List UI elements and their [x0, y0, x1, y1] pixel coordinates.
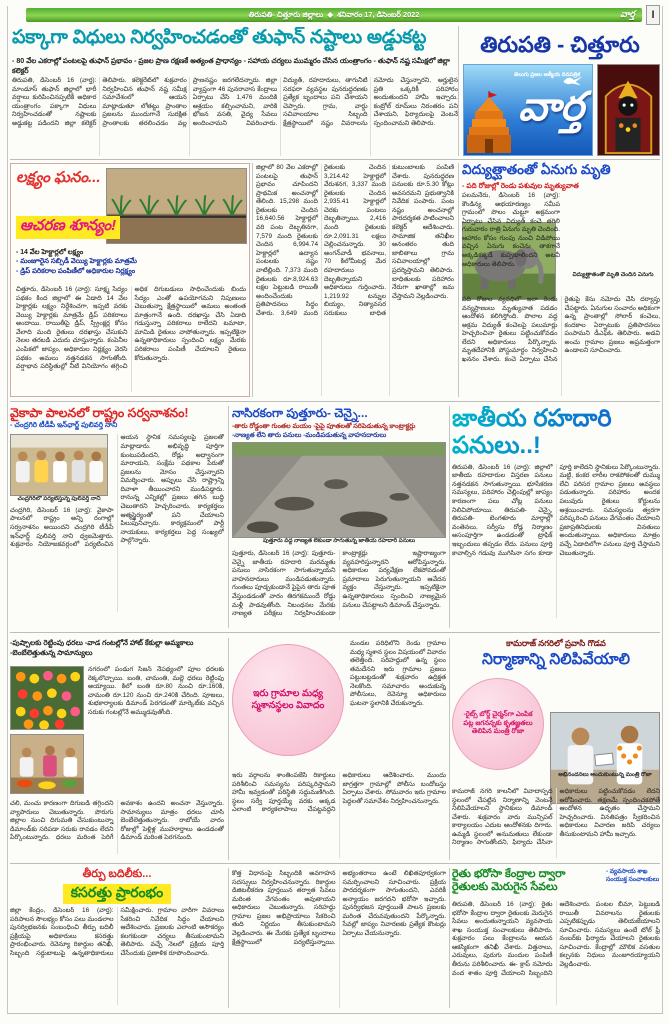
- lead-headline: పక్కాగా విధులు నిర్వహించడంతో తుఫాన్ నష్టాలు అడ్డుకట్ట: [12, 27, 427, 48]
- feature-bullet: - మంజూరైన సబ్సిడీ వెయ్యి హెక్టార్లకు మాత్రమే: [16, 258, 137, 266]
- road-headline: నాసిరకంగా పుత్తూరు- చెన్నై...: [232, 406, 368, 420]
- highway-headline-line1: జాతీయ రహదారి: [452, 405, 612, 432]
- elephant-caption: విద్యుత్ఘాతంతో మృతి చెందిన ఏనుగు: [572, 272, 654, 278]
- midcol-body: కొత్త విధానంపై సిబ్బందికి అవగాహన సదస్సులు నిర్వహించనున్నారు. రికార్డుల డిజిటలీకరణ పూర్తయిన తర్వాత సేవలు మరింత వేగవంతం అవుతాయని అధికారులు చెబుతున్నారు. సరిహద్దు గ్రామాల ప్రజల అభిప్రాయాలు సేకరించి తుది నిర్ణయం తీసుకుంటామని వెల్లడించారు. ఈ మేరకు ప్రత్యేక బృందాలు క్షేత్రస్థాయిలో పర్యటిస్తున్నాయి. అభ్యంతరాలు ఉంటే లిఖితపూర్వకంగా సమర్పించాలని సూచించారు. ప్రక్రియ పారదర్శకంగా సాగుతుందని, ఎవరికీ అన్యాయం జరగదని భరోసా ఇచ్చారు. పునర్విభజన పూర్తయితే పాలన ప్రజలకు మరింత చేరువవుతుందని పేర్కొన్నారు. సేవల్లో జాప్యం నివారణకు ప్రత్యేక కౌంటర్లు ఏర్పాటు చేయనున్నారు.: [232, 870, 446, 946]
- highway-headline: [452, 406, 660, 460]
- vykapa-caption: చంద్రగిరిలో పర్యటిస్తున్న పులివర్తి నాని: [17, 496, 101, 503]
- masthead-logo-box: [463, 64, 593, 156]
- cemetery-circle-text: ఇరు గ్రామాల మధ్య స్మశానస్థలం వివాదం: [251, 688, 325, 711]
- column-rule: [449, 406, 450, 628]
- kamaraj-article: [452, 638, 660, 860]
- kamaraj-caption: అభినందనలు అందుకుంటున్న మంత్రి రోజా: [558, 772, 652, 778]
- cemetery-body: ఇరు వర్గాలను శాంతింపజేసి రికార్డులు పరిశీలించి సమస్యను పరిష్కరిస్తామని హామీ ఇవ్వడంతో పరిస్థితి సద్దుమణిగింది. స్థలం సర్వే పూర్తయ్యే వరకు అక్కడ ఎలాంటి కార్యకలాపాలు చేపట్టవద్దని అధికారులు ఆదేశించారు. ముందు జాగ్రత్తగా గ్రామాల్లో పోలీసు బందోబస్తు ఏర్పాటు చేశారు. సోమవారం ఇరు గ్రామాల పెద్దలతో సమావేశం నిర్వహించనున్నారు.: [232, 772, 446, 814]
- masthead-logo: వార్త: [518, 85, 584, 129]
- masthead-tagline: తెలుగు ప్రజల ఆత్మీయ దినపత్రిక: [514, 72, 581, 78]
- topbar-brand-label: వార్త: [620, 9, 635, 19]
- rythu-headline: రైతు భరోసా కేంద్రాల ద్వారా రైతులకు మెరుగైన సేవలు: [452, 868, 566, 894]
- transfer-headline: తీర్పు బదిలీకు...: [82, 868, 152, 880]
- crowd-photo: [10, 434, 108, 496]
- lead-body: తిరుపతి, డిసెంబర్ 16 (వార్త): మాండూస్ తుఫాన్ జిల్లాలో భారీ వర్షాలు కురిపించినప్పటికీ అధికార యంత్రాంగం పక్కాగా విధులు నిర్వహించడంతో నష్టాలకు అడ్డుకట్ట పడిందని జిల్లా కలెక్టర్ తెలిపారు. కలెక్టరేట్‌లో శుక్రవారం నిర్వహించిన తుఫాన్ నష్ట సమీక్ష సమావేశంలో ఆయన మాట్లాడుతూ లోతట్టు ప్రాంతాల ప్రజలను ముందుగానే సురక్షిత ప్రాంతాలకు తరలించడం వల్ల ప్రాణనష్టం జరగలేదన్నారు. జిల్లా వ్యాప్తంగా 46 పునరావాస కేంద్రాలు ఏర్పాటు చేసి 1,476 మందికి ఆశ్రయం కల్పించామని, వారికి భోజన వసతి, వైద్య సేవలు అందించామని వివరించారు. విద్యుత్, రహదారులు, తాగునీటి సరఫరా వ్యవస్థల పునరుద్ధరణకు ప్రత్యేక బృందాలు పని చేశాయని చెప్పారు. గ్రామ, వార్డు సచివాలయాల సిబ్బంది క్షేత్రస్థాయిలో నష్టం వివరాలను నమోదు చేస్తున్నారని, అర్హులైన ప్రతి ఒక్కరికీ పరిహారం అందుతుందని హామీ ఇచ్చారు. కంట్రోల్ రూమ్‌లు నిరంతరం పని చేశాయని, ఫిర్యాదులపై వెంటనే స్పందించామని తెలిపారు.: [12, 77, 458, 127]
- roja-circle-text: -రైట్స్ బోర్డ్ చైర్మన్‌గా ఎంపిక పట్ల జగనన్నకు కృతజ్ఞతలు తెలిపిన మంత్రి రోజా: [463, 711, 533, 736]
- market-photo-column: [10, 666, 84, 796]
- vykapa-article: [10, 406, 224, 628]
- elephant-body: పది రోజుల వ్యవధిలో ఇలా రెండు వన్యప్రాణులు మృత్యువాత పడడం ఆందోళన కలిగిస్తోంది. పొలాల వద్ద అక్రమ విద్యుత్ కంచెలపై పలుమార్లు హెచ్చరించినా రైతులు పట్టించుకోవడం లేదని అధికారులు పేర్కొన్నారు. మృతదేహానికి పోస్టుమార్టం నిర్వహించి ఖననం చేశారు. కంచె ఏర్పాటు చేసిన రైతుపై కేసు నమోదు చేసి దర్యాప్తు చేపట్టారు. ఏనుగుల సంచారం అధికంగా ఉన్న ప్రాంతాల్లో సోలార్ కంచెలు, కందకాల ఏర్పాటుకు ప్రతిపాదనలు పంపామని డీఎఫ్ఓ తెలిపారు. అడవి అంచు గ్రామాల ప్రజలు అప్రమత్తంగా ఉండాలని సూచించారు.: [462, 296, 660, 364]
- rythu-body: తిరుపతి, డిసెంబర్ 16 (వార్త): రైతు భరోసా కేంద్రాల ద్వారా రైతులకు మెరుగైన సేవలు అందుతున్నాయని వ్యవసాయ శాఖ సంయుక్త సంచాలకులు తెలిపారు. శుక్రవారం పలు కేంద్రాలను ఆయన ఆకస్మికంగా తనిఖీ చేశారు. విత్తనాలు, ఎరువులు, పురుగు మందుల పంపిణీ తీరును పరిశీలించారు. ఈ- క్రాప్ నమోదు వంద శాతం పూర్తి చేయాలని సిబ్బందిని ఆదేశించారు. పంటల బీమా, పెట్టుబడి రాయితీ వివరాలను రైతులకు ఎప్పటికప్పుడు తెలియజేయాలని సూచించారు. సమస్యలు ఉంటే టోల్ ఫ్రీ నంబర్‌కు ఫిర్యాదు చేయాలని రైతులకు సూచించారు. కేంద్రాల్లో మౌలిక వసతుల కల్పనకు నిధులు మంజూరయ్యాయని వెల్లడించారు.: [452, 901, 660, 977]
- transfer-body: జిల్లా కేంద్రం, డిసెంబర్ 16 (వార్త): పరిపాలన సౌలభ్యం కోసం పలు మండలాల పునర్విభజనకు సంబంధించి తీర్పు బదిలీ ప్రక్రియపై అధికారులు కసరత్తు ప్రారంభించారు. రెవెన్యూ రికార్డుల తనిఖీ, సిబ్బంది సర్దుబాటుపై ఉన్నతాధికారులు సమీక్షించారు. గ్రామాల వారీగా వివరాలు సేకరించి నివేదిక సిద్ధం చేయాలని ఆదేశించారు. ప్రజలకు ఎలాంటి అసౌకర్యం కలగకుండా చర్యలు తీసుకుంటామని తెలిపారు. వచ్చే నెలలో ప్రక్రియ పూర్తి చేసేందుకు ప్రణాళిక రూపొందించారు.: [10, 907, 224, 957]
- feature-title-secondary-wrap: [16, 216, 196, 239]
- kamaraj-headline: నిర్మాణాన్ని నిలిపివేయాలి: [482, 651, 630, 668]
- road-bullet: -తారు రోడ్డంతా గుంతల మయం -పైపై పూతలతో సరిపెడుతున్న కాంట్రాక్టర్లు: [232, 423, 416, 430]
- feature-bullet: - డ్రిప్ పరికరాల పంపిణీలో అధికారుల నిర్లక్ష్యం: [16, 267, 136, 275]
- road-article: [232, 406, 446, 628]
- column-rule: [252, 163, 253, 397]
- elephant-subhead: - పది రోజుల్లో రెండు పశువుల మృత్యువాత: [462, 181, 579, 190]
- column-rule: [228, 406, 229, 628]
- transfer-article: [10, 868, 224, 1008]
- cemetery-circle-headline: [232, 644, 344, 756]
- bottom-edge-rule: [7, 1013, 663, 1014]
- road-photo: [232, 442, 446, 538]
- road-caption: పుత్తూరు వద్ద నాణ్యత లేకుండా సాగుతున్న జాతీయ రహదారి పనులు: [263, 538, 415, 545]
- lead-kicker: - 80 వేల ఎకరాల్లో పంటలపై తుఫాన్ ప్రభావం - ప్రజల ప్రాణ రక్షణకే అత్యంత ప్రాధాన్యం - సహాయ చర్యలు ముమ్మరం చేసిన యంత్రాంగం - తుఫాన్ నష్ట సమీక్షలో జిల్లా కలెక్టర్: [12, 57, 450, 75]
- lead-body-continued: జిల్లాలో 80 వేల ఎకరాల్లో పంటలపై తుఫాన్ ప్రభావం చూపిందని ప్రాథమిక అంచనాల్లో తేలింది. 15,298 మంది రైతులకు చెందిన 16,640.56 హెక్టార్లలో వరి పంట దెబ్బతినగా, 7,579 మంది రైతులకు చెందిన 6,994.74 హెక్టార్లలో ఉద్యాన పంటలకు నష్టం వాటిల్లింది. 7,373 మంది రైతులకు రూ.8,924.63 లక్షల పెట్టుబడి రాయితీ అందించేందుకు ప్రతిపాదనలు సిద్ధం చేశారు. 3,649 మంది రైతులకు చెందిన 3,214.42 హెక్టార్లలో వేరుశనగ, 3,337 మంది రైతులకు చెందిన 2,935.41 హెక్టార్లలో చెరకు పంటలు దెబ్బతిన్నాయి. 2,416 మంది రైతులకు రూ.2,091.31 లక్షలు చెల్లించనున్నారు. 30 అంగన్‌వాడీ భవనాలు, 70 కిలోమీటర్ల మేర రహదారులు దెబ్బతిన్నాయని అధికారులు గుర్తించారు. 1,219.92 టన్నుల బియ్యం, నిత్యావసర సరుకులు బాధిత కుటుంబాలకు పంపిణీ చేశారు. పునరుద్ధరణ పనులకు రూ.5.30 కోట్లు అవసరమని ప్రభుత్వానికి నివేదిక పంపారు. పంట నష్టం అంచనాల్లో పారదర్శకత పాటించాలని కలెక్టర్ ఆదేశించారు. సామాజిక తనిఖీల అనంతరం తుది జాబితాలు గ్రామ సచివాలయాల్లో ప్రదర్శిస్తామని తెలిపారు. బాధితులకు పరిహారం నేరుగా ఖాతాల్లో జమ చేస్తామని వెల్లడించారు.: [256, 164, 454, 317]
- road-bullet: -నాణ్యత లేని తారు పనులు -మండిపడుతున్న వాహనదారులు: [232, 431, 387, 439]
- market-body-lede: నగరంలో పండుగ సీజన్ నేపథ్యంలో పూల ధరలకు రెక్కలొచ్చాయి. బంతి, చామంతి, మల్లె ధరలు రెట్టింపు అయ్యాయి. కిలో బంతి రూ.80 నుంచి రూ.160కి, చామంతి రూ.120 నుంచి రూ.240కి చేరింది. పూజలు, శుభకార్యాలకు డిమాండ్ పెరగడంతో మార్కెట్‌కు వచ్చిన సరుకు గంటల్లోనే అమ్ముడవుతోంది.: [88, 666, 224, 716]
- temple-icon: [467, 91, 511, 153]
- vykapa-headline: వైకాపా పాలనలో రాష్ట్రం సర్వనాశనం!: [10, 406, 189, 420]
- road-body: పుత్తూరు, డిసెంబర్ 16 (వార్త): పుత్తూరు- చెన్నై జాతీయ రహదారి మరమ్మతు పనులు నాసిరకంగా సాగుతున్నాయని వాహనదారులు మండిపడుతున్నారు. గుంతలు పూడ్చకుండానే పైపైన తారు పూత వేస్తుండడంతో వారం తిరగకముందే రోడ్డు మళ్లీ పాడవుతోంది. నిబంధనల మేరకు నాణ్యత పరీక్షలు నిర్వహించకుండా కాంట్రాక్టర్లు ఇష్టారాజ్యంగా వ్యవహరిస్తున్నారని ఆరోపిస్తున్నారు. అధికారుల పర్యవేక్షణ లేకపోవడంతో ప్రమాదాలు పెరుగుతున్నాయని ఆవేదన వ్యక్తం చేస్తున్నారు. ఇప్పటికైనా ఉన్నతాధికారులు స్పందించి నాణ్యమైన పనులు చేపట్టాలని డిమాండ్ చేస్తున్నారు.: [232, 550, 446, 618]
- left-edge-rule: [7, 6, 8, 1014]
- kamaraj-kicker: కామరాజ్ నగరిలో ప్రవాసి గొడవ: [506, 638, 606, 648]
- column-rule: [458, 163, 459, 397]
- deity-photo: [597, 64, 660, 156]
- highway-article: [452, 406, 660, 628]
- divider: [10, 863, 660, 864]
- rythu-subhead: - వ్యవసాయ శాఖ సంయుక్త సంచాలకులు: [606, 868, 660, 883]
- date-label: శనివారం 17, డిసెంబర్ 2022: [337, 9, 420, 19]
- flower-photo: [10, 666, 84, 730]
- divider: [10, 159, 660, 160]
- feature-bullet: - 14 వేల హెక్టార్లలో లక్ష్యం: [16, 249, 84, 256]
- column-rule: [228, 638, 229, 860]
- feature-body: చిత్తూరు, డిసెంబర్ 16 (వార్త): సూక్ష్మ సేద్యం పథకం కింద జిల్లాలో ఈ ఏడాది 14 వేల హెక్టార్లకు లక్ష్యం నిర్దేశించగా, ఇప్పటి వరకు వెయ్యి హెక్టార్లకు మాత్రమే డ్రిప్ పరికరాలు అందాయి. రాయితీపై డ్రిప్, స్ప్రింక్లర్ల కోసం వేలాది మంది రైతులు దరఖాస్తు చేసుకుని నెలల తరబడి ఎదురు చూస్తున్నారు. కంపెనీల ఎంపికలో జాప్యం, అధికారుల నిర్లక్ష్యం వెరసి పథకం అమలు నత్తనడకన సాగుతోంది. వర్షాభావ పరిస్థితుల్లో నీటి వినియోగం తగ్గించి అధిక దిగుబడులు సాధించేందుకు బిందు సేద్యం ఎంతో ఉపయోగమని నిపుణులు చెబుతున్నా క్షేత్రస్థాయిలో అమలు అంతంత మాత్రంగానే ఉంది. దరఖాస్తు చేసి ఏడాది గడుస్తున్నా పరికరాలు రాలేదని టమాటా, మామిడి రైతులు వాపోతున్నారు. ఇప్పటికైనా ఉన్నతాధికారులు స్పందించి లక్ష్యం మేరకు పరికరాలు పంపిణీ చేయాలని రైతులు కోరుతున్నారు.: [16, 286, 246, 371]
- highway-headline-line2: పనులు..!: [452, 431, 541, 459]
- divider: [10, 401, 660, 402]
- top-date-bar: [26, 8, 642, 22]
- crowd-photo-wrap: [10, 434, 108, 503]
- page-number: I: [646, 5, 660, 25]
- right-edge-rule: [662, 6, 663, 1014]
- column-rule: [449, 868, 450, 1008]
- elephant-body-lede: పలమనేరు, డిసెంబర్ 16 (వార్త): కౌండిన్య అభయారణ్యం సమీప గ్రామంలో పొలం చుట్టూ అక్రమంగా ఏర్పాటు చేసిన విద్యుత్ కంచె తగిలి గురువారం రాత్రి ఏనుగు మృతి చెందింది. ఆహారం కోసం గుంపు నుంచి విడిపోయి వచ్చిన ఏనుగు కంచెను తాకగానే అక్కడికక్కడే కుప్పకూలిందని అటవీ అధికారులు తెలిపారు.: [462, 192, 560, 268]
- market-body: చలి, మంచు కారణంగా దిగుబడి తగ్గిందని వ్యాపారులు చెబుతున్నారు. పొరుగు జిల్లాల నుంచి దిగుమతి చేసుకుంటున్నా డిమాండ్‌కు సరిపడా సరుకు రావడం లేదని పేర్కొంటున్నారు. ధరలు మరింత పెరిగే అవకాశం ఉందని అంచనా వేస్తున్నారు. సామాన్యులు మాత్రం ధరలు చూసి బెంబేలెత్తుతున్నారు. రాబోయే వారం రోజుల్లో పెళ్లిళ్ల ముహూర్తాలు ఉండడంతో డిమాండ్ మరింత పెరగనుంది.: [10, 800, 224, 842]
- rythu-article: [452, 868, 660, 1008]
- highway-body: తిరుపతి, డిసెంబర్ 16 (వార్త): జిల్లాలో జాతీయ రహదారుల విస్తరణ పనులు నత్తనడకన సాగుతున్నాయి. భూసేకరణ సమస్యలు, పరిహారం చెల్లింపుల్లో జాప్యం కారణంగా పలు చోట్ల పనులు నిలిచిపోయాయి. తిరుపతి- చెన్నై, తిరుపతి- బెంగళూరు మార్గాల్లో వంతెనలు, సర్వీసు రోడ్ల నిర్మాణం అసంపూర్తిగా ఉండడంతో ట్రాఫిక్ ఇబ్బందులు తప్పడం లేదు. పనులు పూర్తి కావాల్సిన గడువు ముగిసినా సగం కూడా పూర్తి కాలేదని స్థానికులు పేర్కొంటున్నారు. మట్టి, కంకర లారీల రాకపోకలతో దుమ్ము లేచి పరిసర గ్రామాల ప్రజలు అవస్థలు పడుతున్నారు. పరిహారం అందక పలువురు రైతులు కోర్టులను ఆశ్రయించారు. సమస్యలను త్వరగా పరిష్కరించి పనులు వేగవంతం చేయాలని ప్రజాప్రతినిధులకు వినతులు అందుతున్నాయి. అధికారులు మాత్రం వచ్చే ఏడాదిలోగా పనులు పూర్తి చేస్తామని చెబుతున్నారు.: [452, 463, 660, 557]
- vykapa-body-wrap: [10, 434, 224, 612]
- column-rule: [449, 638, 450, 860]
- vykapa-subhead: - చంద్రగిరి టీడీపీ ఇన్‌ఛార్జ్ పులివర్తి నాని: [10, 420, 118, 430]
- divider: [10, 632, 660, 633]
- cemetery-body-lede: మండల పరిధిలోని రెండు గ్రామాల మధ్య స్మశాన స్థలం విషయంలో వివాదం తలెత్తింది. సరిహద్దులో ఉన్న స్థలం తమదేనని ఇరు గ్రామాల ప్రజలు పట్టుబట్టడంతో శుక్రవారం ఉద్రిక్తత నెలకొంది. సమాచారం అందుకున్న పోలీసులు, రెవెన్యూ అధికారులు ఘటనా స్థలానికి చేరుకున్నారు.: [350, 640, 446, 708]
- feature-article: [10, 163, 250, 397]
- masthead-region: తిరుపతి - చిత్తూరు: [480, 32, 640, 57]
- roja-circle: [452, 678, 544, 770]
- column-rule: [458, 26, 459, 156]
- elephant-article: [462, 162, 660, 396]
- vykapa-body: చంద్రగిరి, డిసెంబర్ 16 (వార్త): వైకాపా పాలనలో రాష్ట్రం అన్ని రంగాల్లో సర్వనాశనం అయిందని చంద్రగిరి టీడీపీ ఇన్‌ఛార్జ్ పులివర్తి నాని ధ్వజమెత్తారు. శుక్రవారం నియోజకవర్గంలో పర్యటించిన ఆయన స్థానిక సమస్యలపై ప్రజలతో మాట్లాడారు. అభివృద్ధి పూర్తిగా కుంటుపడిందని, రోడ్లు అధ్వానంగా మారాయని, సంక్షేమ పథకాల పేరుతో ప్రజలను మోసం చేస్తున్నారని విమర్శించారు. అప్పులు చేసి రాష్ట్రాన్ని దివాళా తీయించారని మండిపడ్డారు. రానున్న ఎన్నికల్లో ప్రజలు తగిన బుద్ధి చెబుతారని హెచ్చరించారు. కార్యకర్తలు ఆత్మస్థైర్యంతో పని చేయాలని పిలుపునిచ్చారు. కార్యక్రమంలో పార్టీ నాయకులు, కార్యకర్తలు పెద్ద సంఖ్యలో పాల్గొన్నారు.: [10, 434, 224, 549]
- feature-title-primary: లక్ష్యం ఘనం...: [16, 169, 101, 186]
- market-headline: -పుష్పాలకు రెట్టింపు ధరలు -వాడ గంటల్లోనే హాట్ కేకుల్లా అమ్మకాలు -బెంబేలెత్తుతున్న సామాన్యులు: [10, 638, 194, 657]
- kamaraj-body: కామరాజ్ నగరి కాలనీలో వివాదాస్పద స్థలంలో చేపట్టిన నిర్మాణాన్ని వెంటనే నిలిపివేయాలని స్థానికులు డిమాండ్ చేశారు. శుక్రవారం వారు మున్సిపల్ కార్యాలయం ఎదుట ఆందోళనకు దిగారు. ఉమ్మడి స్థలంలో అనుమతులు లేకుండా నిర్మాణం సాగుతోందని, ఫిర్యాదు చేసినా అధికారులు పట్టించుకోవడం లేదని ఆరోపించారు. తక్షణమే స్పందించకపోతే ఆందోళన ఉధృతం చేస్తామని హెచ్చరించారు. వినతిపత్రం స్వీకరించిన అధికారులు విచారణ జరిపి చర్యలు తీసుకుంటామని హామీ ఇచ్చారు.: [452, 788, 660, 847]
- edition-label: తిరుపతి- చిత్తూరు జిల్లాలు: [248, 9, 324, 19]
- feature-title-secondary: ఆచరణ శూన్యం!: [16, 216, 120, 239]
- feature-bullets: [16, 248, 246, 282]
- market-article: [10, 638, 224, 860]
- column-rule: [228, 868, 229, 1008]
- lead-article-headline-wrap: [12, 27, 458, 55]
- market-photo: [10, 734, 84, 794]
- edition-and-date: తిరుపతి- చిత్తూరు జిల్లాలు ◆ శనివారం 17, డిసెంబర్ 2022: [248, 9, 420, 19]
- transfer-subheadline: కసరత్తు ప్రారంభం: [63, 884, 172, 904]
- elephant-headline: విద్యుత్ఘాతంతో ఏనుగు మృతి: [462, 162, 611, 177]
- cemetery-article: [232, 638, 446, 860]
